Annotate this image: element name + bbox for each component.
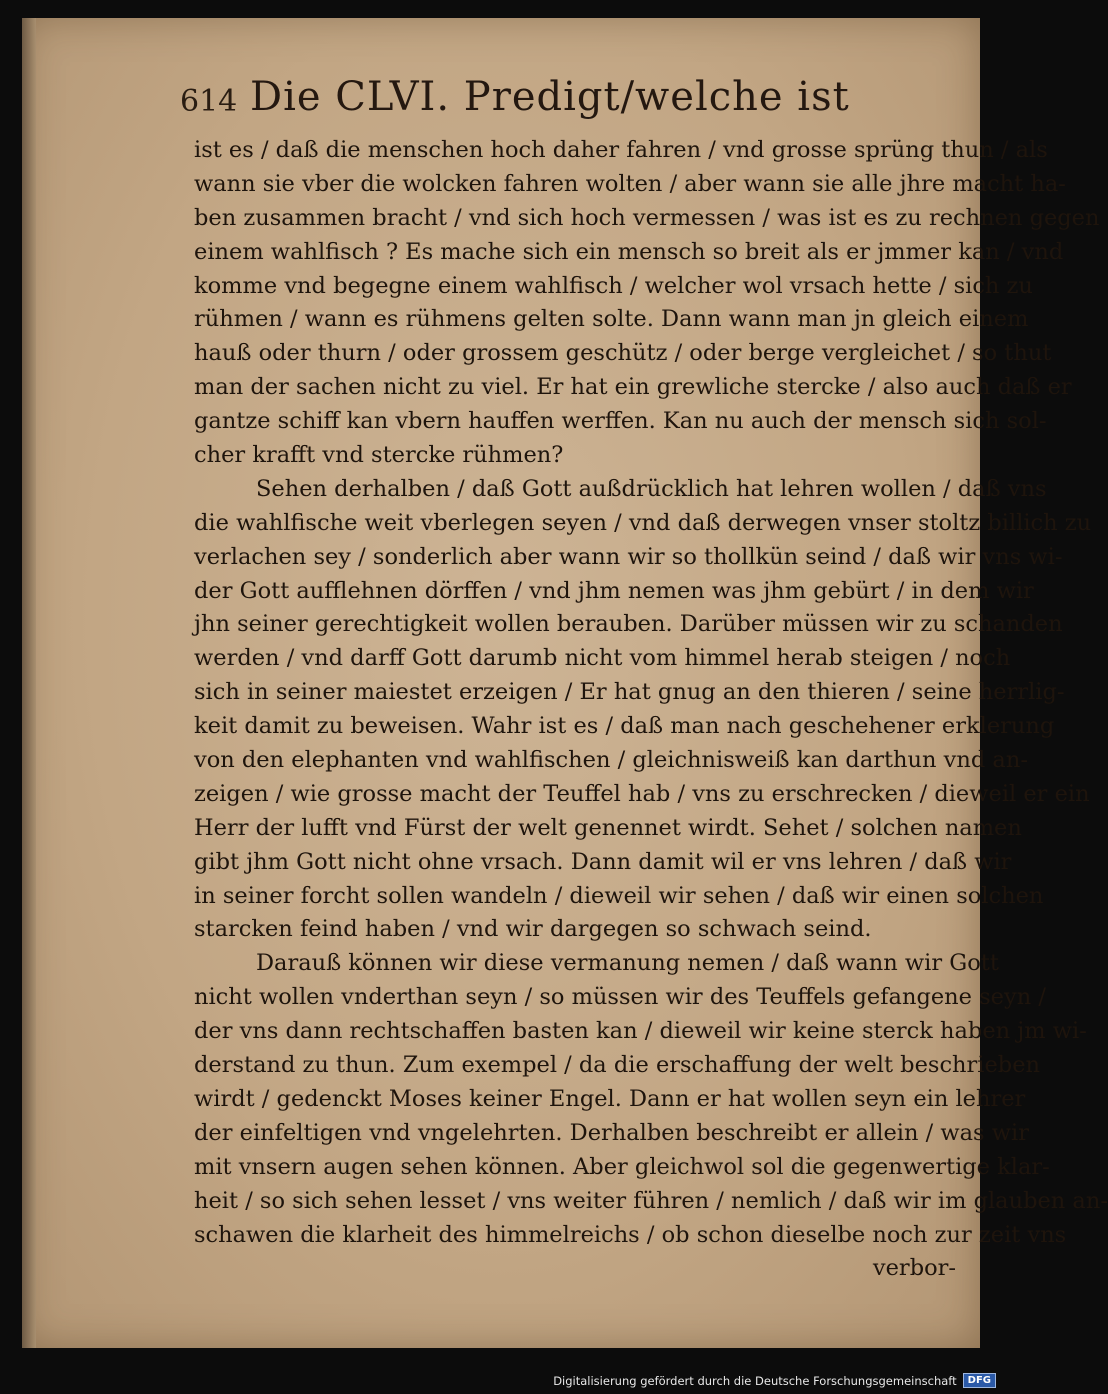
digitization-footer [553, 1373, 996, 1388]
text-line: komme vnd begegne einem wahlfisch / welcher wol vrsach hette / sich zu [194, 272, 1033, 299]
text-line: rühmen / wann es rühmens gelten solte. Dann wann man jn gleich einem [194, 306, 1029, 333]
text-line: sich in seiner maiestet erzeigen / Er hat gnug an den thieren / seine herrlig- [194, 679, 1065, 706]
text-line: der Gott aufflehnen dörffen / vnd jhm nemen was jhm gebürt / in dem wir [194, 577, 1034, 604]
catchword: verbor- [872, 1255, 956, 1282]
text-line: keit damit zu beweisen. Wahr ist es / daß man nach geschehener erklerung [194, 713, 1055, 740]
dfg-logo: DFG [963, 1373, 996, 1388]
text-line: schawen die klarheit des himmelreichs / ob schon dieselbe noch zur zeit vns [194, 1221, 1067, 1248]
text-line: derstand zu thun. Zum exempel / da die erschaffung der welt beschrieben [194, 1052, 1041, 1079]
text-line: Sehen derhalben / daß Gott außdrücklich hat lehren wollen / daß vns [256, 475, 1047, 502]
page-number: 614 [180, 84, 238, 119]
text-line: mit vnsern augen sehen können. Aber gleichwol sol die gegenwertige klar- [194, 1153, 1050, 1180]
text-line: verlachen sey / sonderlich aber wann wir so thollkün seind / daß wir vns wi- [194, 543, 1063, 570]
text-line: der einfeltigen vnd vngelehrten. Derhalben beschreibt er allein / was wir [194, 1119, 1029, 1146]
text-line: nicht wollen vnderthan seyn / so müssen wir des Teuffels gefangene seyn / [194, 984, 1046, 1011]
page-gutter-shadow [22, 18, 36, 1348]
text-line: man der sachen nicht zu viel. Er hat ein grewliche stercke / also auch daß er [194, 374, 1072, 401]
text-line: hauß oder thurn / oder grossem geschütz / oder berge vergleichet / so thut [194, 340, 1052, 367]
text-line: gantze schiff kan vbern hauffen werffen. Kan nu auch der mensch sich sol- [194, 408, 1047, 435]
text-line: einem wahlfisch ? Es mache sich ein mensch so breit als er jmmer kan / vnd [194, 238, 1064, 265]
text-line: gibt jhm Gott nicht ohne vrsach. Dann damit wil er vns lehren / daß wir [194, 848, 1012, 875]
text-line: in seiner forcht sollen wandeln / dieweil wir sehen / daß wir einen solchen [194, 882, 1044, 909]
text-line: ist es / daß die menschen hoch daher fahren / vnd grosse sprüng thun / als [194, 137, 1048, 163]
text-line: werden / vnd darff Gott darumb nicht vom himmel herab steigen / noch [194, 645, 1011, 672]
text-line: Darauß können wir diese vermanung nemen / daß wann wir Gott [256, 950, 999, 977]
text-line: heit / so sich sehen lesset / vns weiter führen / nemlich / daß wir im glauben an- [194, 1187, 1108, 1214]
text-line: von den elephanten vnd wahlfischen / gleichnisweiß kan darthun vnd an- [194, 747, 1028, 774]
text-line: wirdt / gedenckt Moses keiner Engel. Dann er hat wollen seyn ein lehrer [194, 1085, 1026, 1112]
page-header [180, 72, 980, 132]
sermon-text-block [194, 134, 1108, 1286]
text-line: Herr der lufft vnd Fürst der welt genennet wirdt. Sehet / solchen namen [194, 814, 1022, 841]
running-title: Die CLVI. Predigt/welche ist [250, 74, 850, 120]
book-page [22, 18, 1108, 1348]
footer-credit-text: Digitalisierung gefördert durch die Deutsche Forschungsgemeinschaft [553, 1373, 957, 1388]
text-line: der vns dann rechtschaffen basten kan / dieweil wir keine sterck haben jm wi- [194, 1018, 1087, 1045]
text-line: cher krafft vnd stercke rühmen? [194, 442, 564, 469]
text-line: ben zusammen bracht / vnd sich hoch vermessen / was ist es zu rechnen gegen [194, 204, 1100, 231]
text-line: die wahlfische weit vberlegen seyen / vnd daß derwegen vnser stoltz billich zu [194, 509, 1092, 536]
text-line: starcken feind haben / vnd wir dargegen so schwach seind. [194, 916, 872, 943]
text-line: jhn seiner gerechtigkeit wollen berauben. Darüber müssen wir zu schanden [194, 611, 1063, 638]
text-line: wann sie vber die wolcken fahren wolten / aber wann sie alle jhre macht ha- [194, 170, 1066, 197]
text-line: zeigen / wie grosse macht der Teuffel hab / vns zu erschrecken / dieweil er ein [194, 780, 1090, 807]
